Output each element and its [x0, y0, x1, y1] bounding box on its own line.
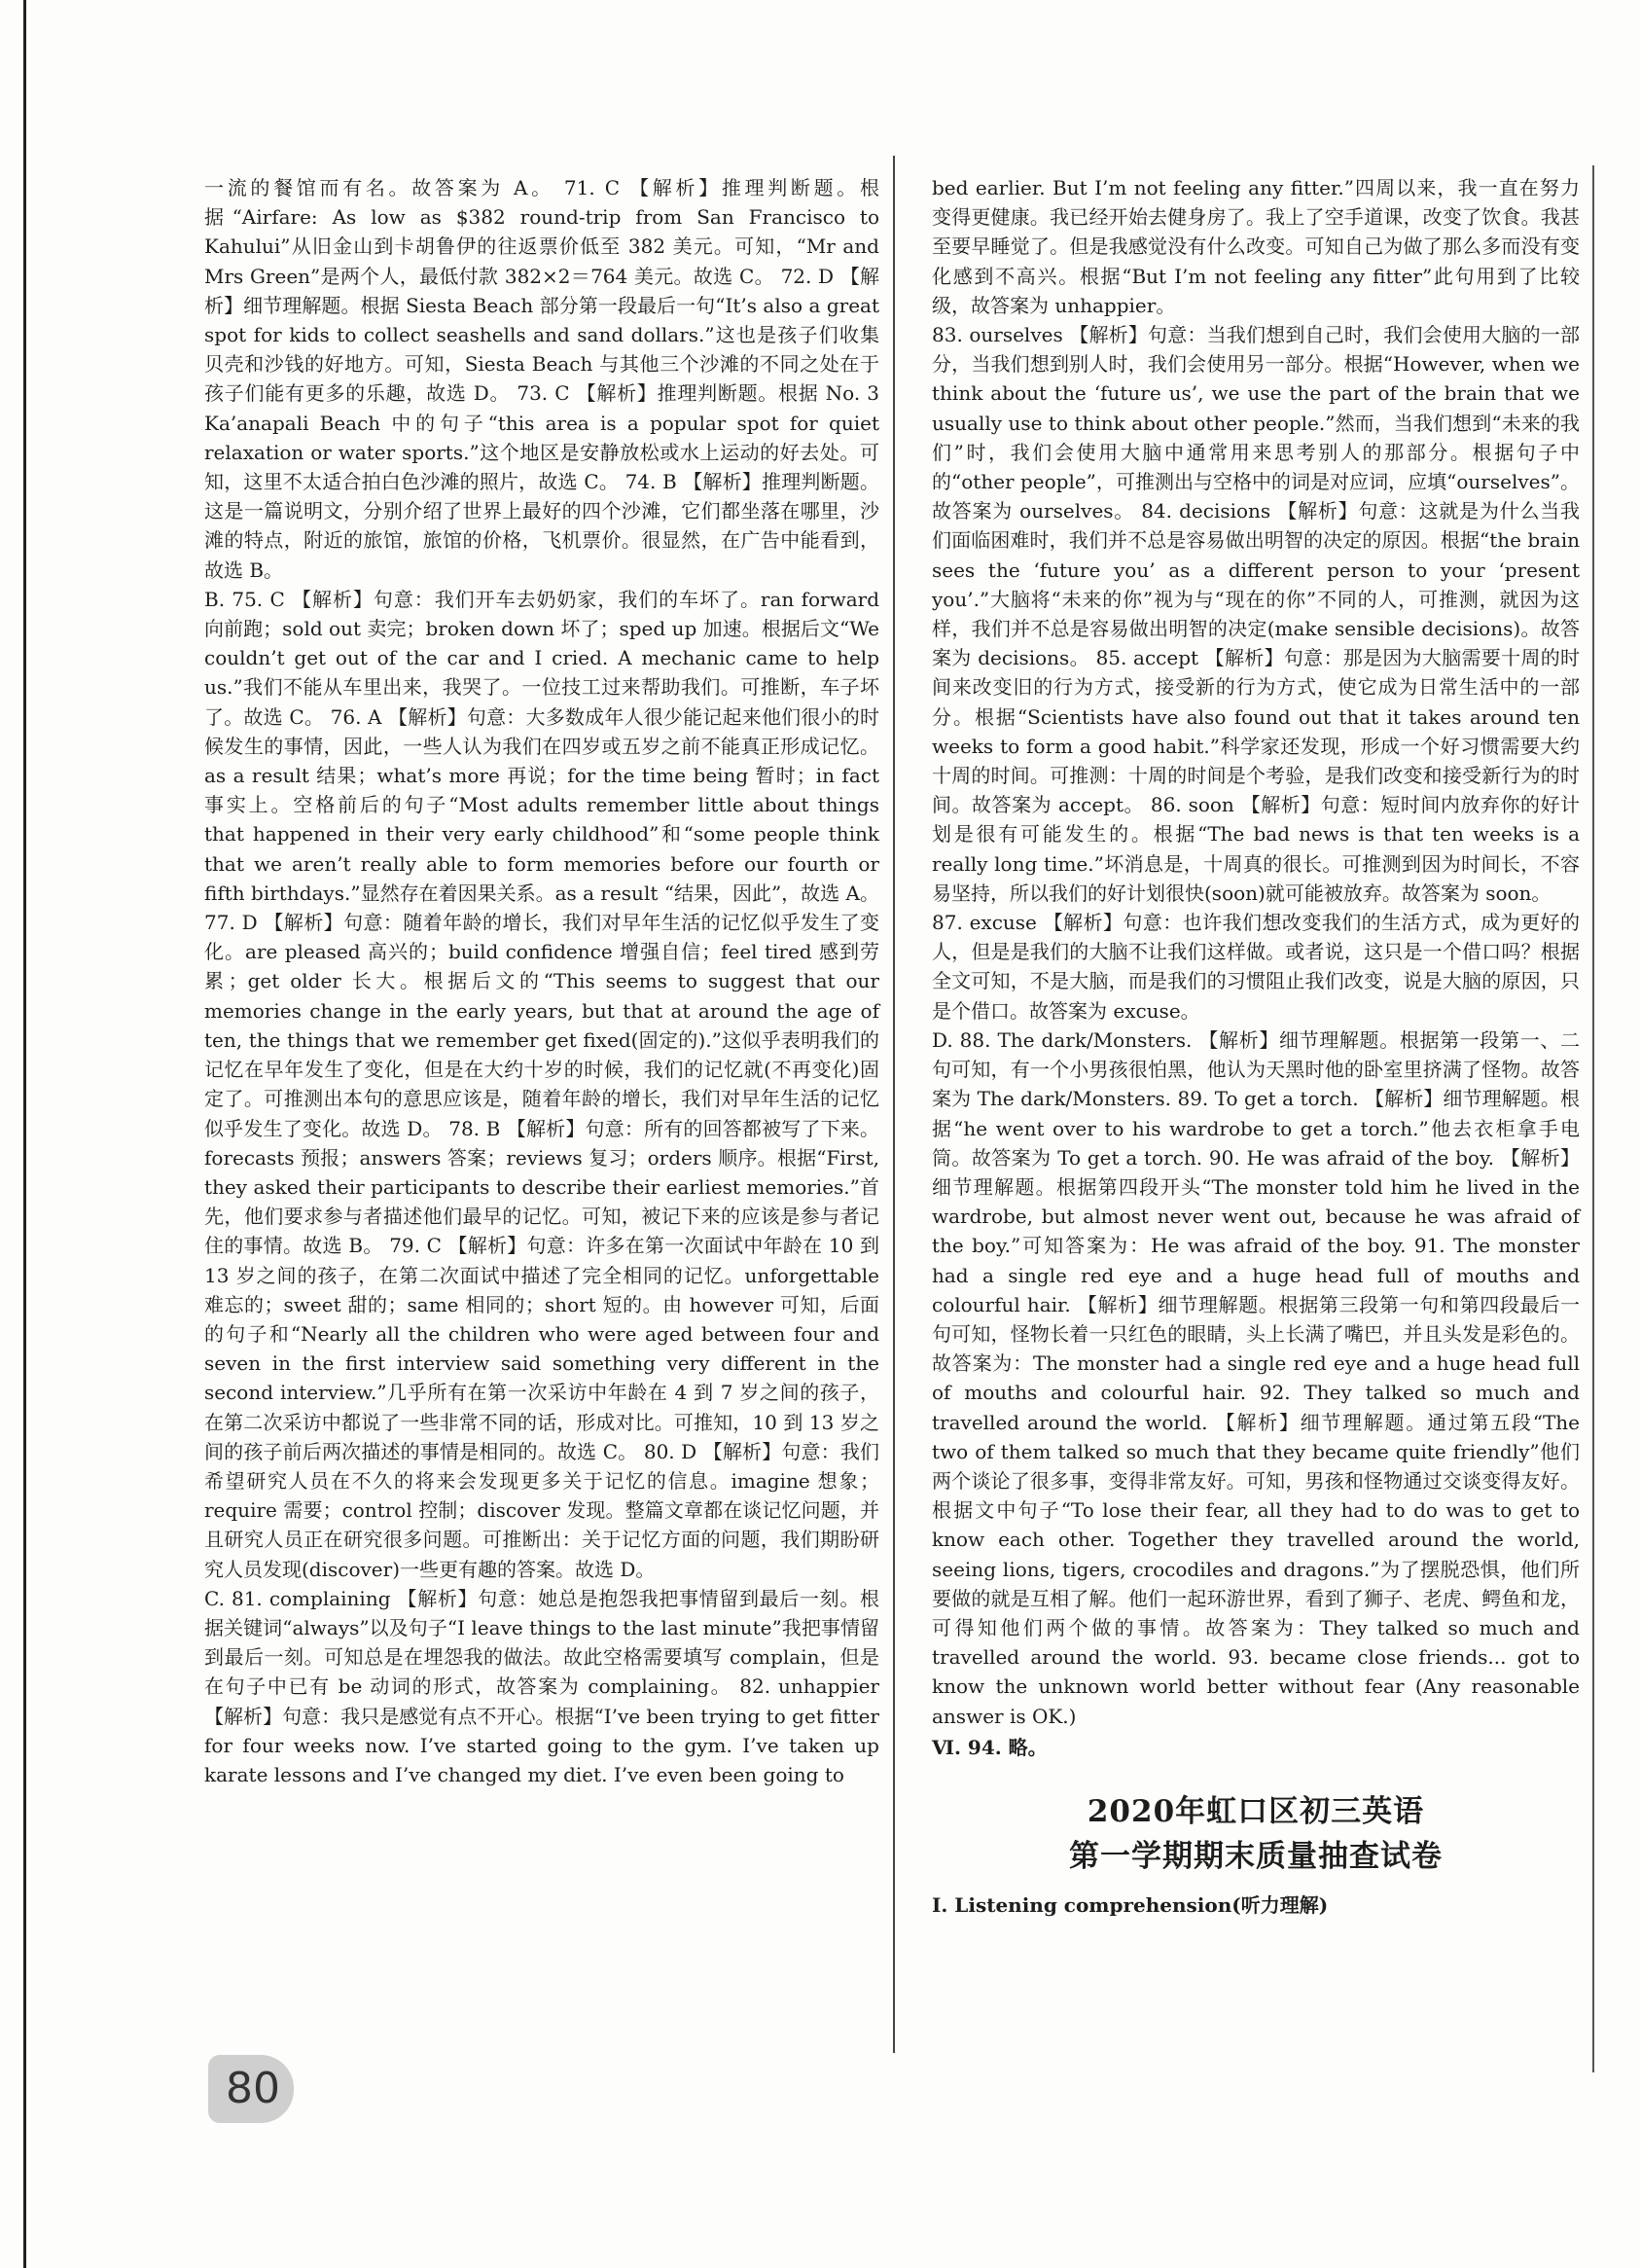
section-title-line-2: 第一学期期末质量抽查试卷: [1069, 1838, 1443, 1874]
section-title: [932, 1789, 1580, 1879]
answer-paragraph-a: 一流的餐馆而有名。故答案为 A。 71. C 【解析】推理判断题。根据“Airfare: As low as $382 round-trip from San Francisco to Kahului”从旧金山到卡胡鲁伊的往返票价低至 382 美元。可知，“Mr and Mrs Green”是两个人，最低付款 382×2＝764 美元。故选 C。 72. D 【解析】细节理解题。根据 Siesta Beach 部分第一段最后一句“It’s also a great spot for kids to collect seashells and sand dollars.”这也是孩子们收集贝壳和沙钱的好地方。可知，Siesta Beach 与其他三个沙滩的不同之处在于孩子们能有更多的乐趣，故选 D。 73. C 【解析】推理判断题。根据 No. 3 Ka’anapali Beach 中的句子“this area is a popular spot for quiet relaxation or water sports.”这个地区是安静放松或水上运动的好去处。可知，这里不太适合拍白色沙滩的照片，故选 C。 74. B 【解析】推理判断题。这是一篇说明文，分别介绍了世界上最好的四个沙滩，它们都坐落在哪里，沙滩的特点，附近的旅馆，旅馆的价格，飞机票价。很显然，在广告中能看到，故选 B。: [204, 176, 879, 582]
page-number: 80: [226, 2064, 280, 2113]
listening-heading: Ⅰ. Listening comprehension(听力理解): [932, 1892, 1329, 1917]
right-column: [932, 173, 1580, 1920]
answer-paragraph-b: B. 75. C 【解析】句意：我们开车去奶奶家，我们的车坏了。ran forward 向前跑；sold out 卖完；broken down 坏了；sped up 加速。根据后文“We couldn’t get out of the car and I cried. A mechanic came to help us.”我们不能从车里出来，我哭了。一位技工过来帮助我们。可推断，车子坏了。故选 C。 76. A 【解析】句意：大多数成年人很少能记起来他们很小的时候发生的事情，因此，一些人认为我们在四岁或五岁之前不能真正形成记忆。as a result 结果；what’s more 再说；for the time being 暂时；in fact 事实上。空格前后的句子“Most adults remember little about things that happened in their very early childhood”和“some people think that we aren’t really able to form memories before our fourth or fifth birthdays.”显然存在着因果关系。as a result “结果，因此”，故选 A。 77. D 【解析】句意：随着年龄的增长，我们对早年生活的记忆似乎发生了变化。are pleased 高兴的；build confidence 增强自信；feel tired 感到劳累；get older 长大。根据后文的“This seems to suggest that our memories change in the early years, but that at around the age of ten, the things that we remember get fixed(固定的).”这似乎表明我们的记忆在早年发生了变化，但是在大约十岁的时候，我们的记忆就(不再变化)固定了。可推测出本句的意思应该是，随着年龄的增长，我们对早年生活的记忆似乎发生了变化。故选 D。 78. B 【解析】句意：所有的回答都被写了下来。forecasts 预报；answers 答案；reviews 复习；orders 顺序。根据“First, they asked their participants to describe their earliest memories.”首先，他们要求参与者描述他们最早的记忆。可知，被记下来的应该是参与者记住的事情。故选 B。 79. C 【解析】句意：许多在第一次面试中年龄在 10 到 13 岁之间的孩子，在第二次面试中描述了完全相同的记忆。unforgettable 难忘的；sweet 甜的；same 相同的；short 短的。由 however 可知，后面的句子和“Nearly all the children who were aged between four and seven in the first interview said something very different in the second interview.”几乎所有在第一次采访中年龄在 4 到 7 岁之间的孩子，在第二次采访中都说了一些非常不同的话，形成对比。可推知，10 到 13 岁之间的孩子前后两次描述的事情是相同的。故选 C。 80. D 【解析】句意：我们希望研究人员在不久的将来会发现更多关于记忆的信息。imagine 想象；require 需要；control 控制；discover 发现。整篇文章都在谈记忆问题，并且研究人员正在研究很多问题。可推断出：关于记忆方面的问题，我们期盼研究人员发现(discover)一些更有趣的答案。故选 D。: [204, 587, 879, 1581]
column-divider: [893, 156, 895, 2053]
right-margin-line: [1592, 165, 1594, 2072]
answer-paragraph-c: C. 81. complaining 【解析】句意：她总是抱怨我把事情留到最后一刻。根据关键词“always”以及句子“I leave things to the last minute”我把事情留到最后一刻。可知总是在埋怨我的做法。故此空格需要填写 complain，但是在句子中已有 be 动词的形式，故答案为 complaining。 82. unhappier 【解析】句意：我只是感觉有点不开心。根据“I’ve been trying to get fitter for four weeks now. I’ve started going to the gym. I’ve taken up karate lessons and I’ve changed my diet. I’ve even been going to: [204, 1586, 879, 1786]
left-column: [204, 173, 879, 1789]
answer-paragraph-83-86: 83. ourselves 【解析】句意：当我们想到自己时，我们会使用大脑的一部分，当我们想到别人时，我们会使用另一部分。根据“However, when we think about the ‘future us’, we use the part of the brain that we usually use to think about other people.”然而，当我们想到“未来的我们”时，我们会使用大脑中通常用来思考别人的那部分。根据句子中的“other people”，可推测出与空格中的词是对应词，应填“ourselves”。故答案为 ourselves。 84. decisions 【解析】句意：这就是为什么当我们面临困难时，我们并不总是容易做出明智的决定的原因。根据“the brain sees the ‘future you’ as a different person to your ‘present you’.”大脑将“未来的你”视为与“现在的你”不同的人，可推测，就因为这样，我们并不总是容易做出明智的决定(make sensible decisions)。故答案为 decisions。 85. accept 【解析】句意：那是因为大脑需要十周的时间来改变旧的行为方式，接受新的行为方式，使它成为日常生活中的一部分。根据“Scientists have also found out that it takes around ten weeks to form a good habit.”科学家还发现，形成一个好习惯需要大约十周的时间。可推测：十周的时间是个考验，是我们改变和接受新行为的时间。故答案为 accept。 86. soon 【解析】句意：短时间内放弃你的好计划是很有可能发生的。根据“The bad news is that ten weeks is a really long time.”坏消息是，十周真的很长。可推测到因为时间长，不容易坚持，所以我们的好计划很快(soon)就可能被放弃。故答案为 soon。: [932, 323, 1580, 905]
answer-paragraph-c-cont: bed earlier. But I’m not feeling any fitter.”四周以来，我一直在努力变得更健康。我已经开始去健身房了。我上了空手道课，改变了饮食。我甚至要早睡觉了。但是我感觉没有什么改变。可知自己为做了那么多而没有变化感到不高兴。根据“But I’m not feeling any fitter”此句用到了比较级，故答案为 unhappier。: [932, 176, 1580, 317]
section-title-line-1: 2020年虹口区初三英语: [1087, 1793, 1425, 1829]
binding-line: [23, 0, 26, 2268]
answer-paragraph-87: 87. excuse 【解析】句意：也许我们想改变我们的生活方式，成为更好的人，但是是我们的大脑不让我们这样做。或者说，这只是一个借口吗？根据全文可知，不是大脑，而是我们的习惯阻止我们改变，说是大脑的原因，只是个借口。故答案为 excuse。: [932, 911, 1580, 1023]
answer-94: Ⅵ. 94. 略。: [932, 1735, 1048, 1759]
answer-paragraph-d: D. 88. The dark/Monsters. 【解析】细节理解题。根据第一段第一、二句可知，有一个小男孩很怕黑，他认为天黑时他的卧室里挤满了怪物。故答案为 The dark/Monsters. 89. To get a torch. 【解析】细节理解题。根据“he went over to his wardrobe to get a torch.”他去衣柜拿手电筒。故答案为 To get a torch. 90. He was afraid of the boy. 【解析】细节理解题。根据第四段开头“The monster told him he lived in the wardrobe, but almost never went out, because he was afraid of the boy.”可知答案为：He was afraid of the boy. 91. The monster had a single red eye and a huge head full of mouths and colourful hair. 【解析】细节理解题。根据第三段第一句和第四段最后一句可知，怪物长着一只红色的眼睛，头上长满了嘴巴，并且头发是彩色的。故答案为：The monster had a single red eye and a huge head full of mouths and colourful hair. 92. They talked so much and travelled around the world. 【解析】细节理解题。通过第五段“The two of them talked so much that they became quite friendly”他们两个谈论了很多事，变得非常友好。可知，男孩和怪物通过交谈变得友好。根据文中句子“To lose their fear, all they had to do was to get to know each other. Together they travelled around the world, seeing lions, tigers, crocodiles and dragons.”为了摆脱恐惧，他们所要做的就是互相了解。他们一起环游世界，看到了狮子、老虎、鳄鱼和龙，可得知他们两个做的事情。故答案为：They talked so much and travelled around the world. 93. became close friends... got to know the unknown world better without fear (Any reasonable answer is OK.): [932, 1027, 1580, 1728]
